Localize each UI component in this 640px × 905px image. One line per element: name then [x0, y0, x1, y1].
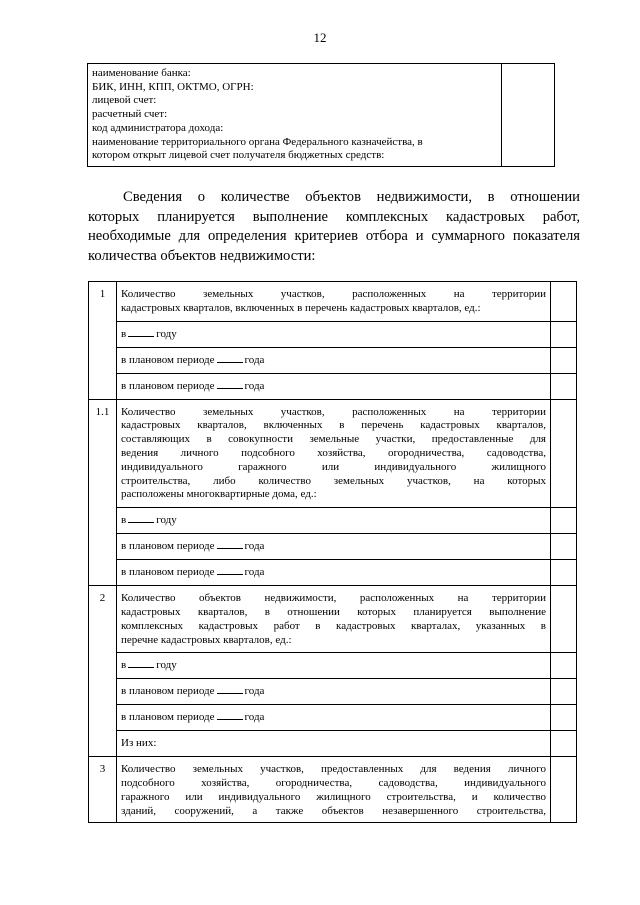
planned-blank — [217, 565, 243, 575]
table-row — [89, 373, 577, 399]
value-cell — [551, 731, 577, 757]
heading-line: необходимые для определения критериев отбора и суммарного показателя — [88, 228, 580, 244]
planned-prefix: в плановом периоде — [121, 566, 215, 579]
year-suffix: году — [156, 327, 177, 340]
table-row — [89, 347, 577, 373]
planned-suffix: года — [244, 685, 265, 698]
bank-details-value-cell — [502, 64, 555, 167]
row-number: 2 — [89, 586, 117, 757]
of-them-row: Из них: — [117, 731, 551, 757]
planned-period-row — [117, 534, 551, 560]
planned-blank — [217, 379, 243, 389]
section-heading — [88, 188, 580, 266]
planned-blank — [217, 539, 243, 549]
table-row — [89, 731, 577, 757]
planned-suffix: года — [244, 711, 265, 724]
heading-line: которых планируется выполнение комплексных кадастровых работ, — [88, 208, 580, 225]
value-cell — [551, 586, 577, 653]
year-suffix: году — [156, 514, 177, 527]
year-suffix: году — [156, 659, 177, 672]
year-row — [117, 508, 551, 534]
year-prefix: в — [121, 327, 127, 340]
planned-period-row — [117, 560, 551, 586]
planned-suffix: года — [244, 566, 265, 579]
desc-line: расположены многоквартирные дома, ед.: — [121, 488, 317, 501]
bank-name-label: наименование банка: — [92, 67, 191, 79]
desc-line: перечне кадастровых кварталов, ед.: — [121, 633, 292, 646]
year-blank — [128, 658, 154, 668]
treasury-body-label-line2: котором открыт лицевой счет получателя бюджетных средств: — [92, 149, 385, 162]
value-cell — [551, 560, 577, 586]
value-cell — [551, 705, 577, 731]
table-row — [89, 282, 577, 322]
heading-line: количества объектов недвижимости: — [88, 247, 316, 264]
desc-line: Количество объектов недвижимости, расположенных на территории — [121, 592, 546, 605]
value-cell — [551, 373, 577, 399]
desc-line: кадастровых кварталов, в отношении которых планируется выполнение — [121, 605, 546, 618]
year-prefix: в — [121, 514, 127, 527]
row-description — [117, 586, 551, 653]
revenue-admin-code-label: код администратора дохода: — [92, 121, 224, 134]
year-prefix: в — [121, 659, 127, 672]
row-description — [117, 399, 551, 508]
value-cell — [551, 653, 577, 679]
desc-line: кадастровых кварталов, включенных в перечень кадастровых кварталов, ед.: — [121, 301, 481, 314]
planned-suffix: года — [244, 379, 265, 392]
desc-line: подсобного хозяйства, огородничества, садоводства, индивидуального — [121, 777, 546, 790]
settlement-account-label: расчетный счет: — [92, 108, 168, 121]
year-row — [117, 653, 551, 679]
bank-ids-label: БИК, ИНН, КПП, ОКТМО, ОГРН: — [92, 80, 254, 93]
year-blank — [128, 327, 154, 337]
value-cell — [551, 757, 577, 822]
desc-line: кадастровых кварталов, включенных в перечень кадастровых кварталов, — [121, 419, 546, 432]
row-number: 1 — [89, 282, 117, 400]
bank-details-table — [87, 63, 555, 167]
value-cell — [551, 534, 577, 560]
table-row — [89, 534, 577, 560]
planned-suffix: года — [244, 540, 265, 553]
table-row — [89, 653, 577, 679]
desc-line: составляющих в совокупности земельные участки, предоставленные для — [121, 433, 546, 446]
value-cell — [551, 321, 577, 347]
desc-line: Количество земельных участков, предоставленных для ведения личного — [121, 763, 546, 776]
year-blank — [128, 513, 154, 523]
planned-period-row — [117, 347, 551, 373]
row-number: 3 — [89, 757, 117, 822]
table-row — [89, 679, 577, 705]
row-description — [117, 282, 551, 322]
desc-line: гаражного или индивидуального жилищного строительства, и количество — [121, 790, 546, 803]
desc-line: Количество земельных участков, расположенных на территории — [121, 405, 546, 418]
page-number: 12 — [313, 30, 327, 45]
row-number: 1.1 — [89, 399, 117, 586]
table-row — [89, 508, 577, 534]
desc-line: строительства, либо количество земельных участков, на которых — [121, 474, 546, 487]
planned-prefix: в плановом периоде — [121, 353, 215, 366]
planned-period-row — [117, 679, 551, 705]
year-row — [117, 321, 551, 347]
value-cell — [551, 282, 577, 322]
planned-prefix: в плановом периоде — [121, 685, 215, 698]
value-cell — [551, 679, 577, 705]
desc-line: ведения личного подсобного хозяйства, огородничества, садоводства, — [121, 446, 546, 459]
planned-blank — [217, 710, 243, 720]
planned-prefix: в плановом периоде — [121, 379, 215, 392]
planned-period-row — [117, 373, 551, 399]
table-row — [89, 757, 577, 822]
table-row — [89, 321, 577, 347]
planned-period-row — [117, 705, 551, 731]
desc-line: индивидуального гаражного или индивидуального жилищного — [121, 460, 546, 473]
desc-line: комплексных кадастровых работ в кадастровых кварталах, указанных в — [121, 619, 546, 632]
value-cell — [551, 399, 577, 508]
desc-line: зданий, сооружений, а также объектов незавершенного строительства, — [121, 804, 546, 817]
table-row — [89, 705, 577, 731]
planned-blank — [217, 353, 243, 363]
planned-prefix: в плановом периоде — [121, 711, 215, 724]
planned-blank — [217, 684, 243, 694]
table-row — [89, 399, 577, 508]
planned-prefix: в плановом периоде — [121, 540, 215, 553]
personal-account-label: лицевой счет: — [92, 94, 157, 107]
table-row — [89, 560, 577, 586]
planned-suffix: года — [244, 353, 265, 366]
desc-line: Количество земельных участков, расположенных на территории — [121, 288, 546, 300]
value-cell — [551, 347, 577, 373]
value-cell — [551, 508, 577, 534]
treasury-body-label-line1: наименование территориального органа Федерального казначейства, в — [92, 135, 423, 148]
row-description — [117, 757, 551, 822]
bank-details-cell — [88, 64, 502, 167]
table-row — [89, 586, 577, 653]
heading-line: Сведения о количестве объектов недвижимости, в отношении — [123, 189, 580, 205]
real-estate-table — [88, 281, 577, 823]
